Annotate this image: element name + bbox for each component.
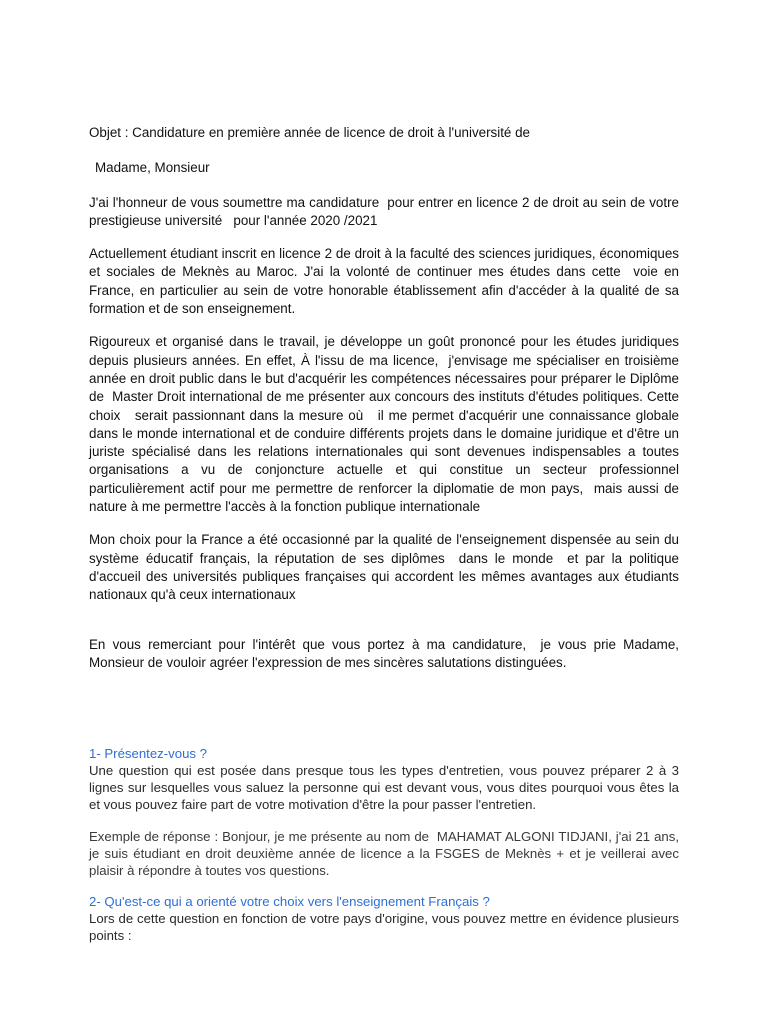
letter-paragraph-4: Mon choix pour la France a été occasionné par la qualité de l'enseignement dispensée au sein du système éducatif français, la réputation de ses diplômes dans le monde et par la politique d'accueil des universités publiques françaises qui accordent les mêmes avantages aux étudiants nationaux qu'à ceux internationaux [89,532,683,603]
letter-paragraph-2: Actuellement étudiant inscrit en licence 2 de droit à la faculté des sciences juridiques, économiques et sociales de Meknès au Maroc. J'ai la volonté de continuer mes études dans cette voie en France, en particulier au sein de votre honorable établissement afin d'accéder à la qualité de sa formation et de son enseignement. [89,246,683,317]
letter-subject: Objet : Candidature en première année de licence de droit à l'université de [89,125,530,140]
question-1-example: Exemple de réponse : Bonjour, je me présente au nom de MAHAMAT ALGONI TIDJANI, j'ai 21 ans, je suis étudiant en droit deuxième année de licence a la FSGES de Meknès + et je veillerai avec plaisir à répondre à toutes vos questions. [89,829,683,878]
letter-paragraph-1: J'ai l'honneur de vous soumettre ma candidature pour entrer en licence 2 de droit au sein de votre prestigieuse université pour l'année 2020 /2021 [89,194,683,228]
question-2-heading: 2- Qu'est-ce qui a orienté votre choix vers l'enseignement Français ? [89,894,490,909]
question-1-heading: 1- Présentez-vous ? [89,746,208,761]
letter-paragraph-3: Rigoureux et organisé dans le travail, je développe un goût prononcé pour les études juridiques depuis plusieurs années. En effet, À l'issu de ma licence, j'envisage me spécialiser en troisième année en droit public dans le but d'acquérir les compétences nécessaires pour préparer le Diplôme de Master Droit international de me présenter aux concours des instituts d'études politiques. Cette choix serait passionnant dans la mesure où il me permet d'acquérir une connaissance globale dans le monde international et de conduire différents projets dans le domaine juridique et d'être un juriste spécialisé dans les relations internationales qui sont devenues indispensables a toutes organisations a vu de conjoncture actuelle et qui constitue un secteur professionnel particulièrement actif pour me permettre de renforcer la diplomatie de mon pays, mais aussi de nature à me permettre l'accès à la fonction publique internationale [89,334,683,515]
question-2-body: Lors de cette question en fonction de votre pays d'origine, vous pouvez mettre en évidence plusieurs points : [89,911,683,943]
interview-questions [89,745,683,944]
question-1-body: Une question qui est posée dans presque tous les types d'entretien, vous pouvez préparer 2 à 3 lignes sur lesquelles vous saluez la personne qui est devant vous, vous dites pourquoi vous êtes la et vous pouvez faire part de votre motivation d'être la pour passer l'entretien. [89,763,683,812]
letter-closing: En vous remerciant pour l'intérêt que vous portez à ma candidature, je vous prie Madame, Monsieur de vouloir agréer l'expression de mes sincères salutations distinguées. [89,636,683,670]
cover-letter [89,124,683,672]
letter-salutation: Madame, Monsieur [95,160,210,176]
